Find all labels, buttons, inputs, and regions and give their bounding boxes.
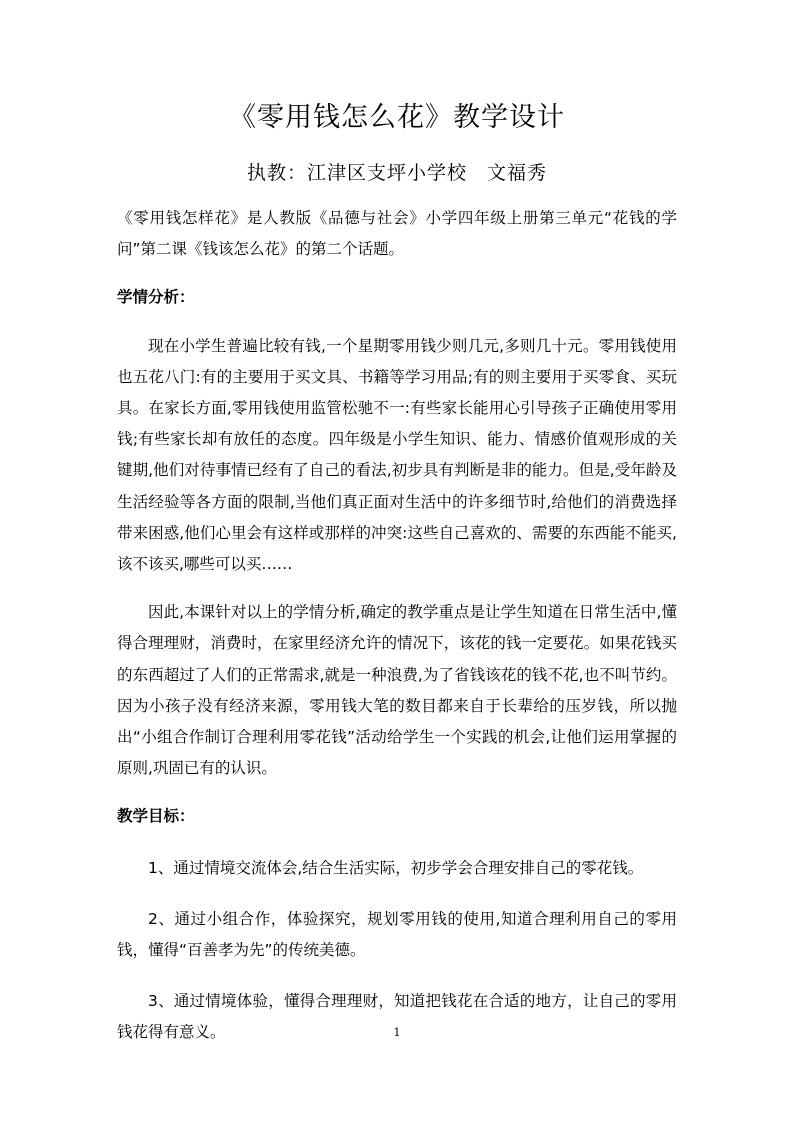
- goal-item-1: 1、通过情境交流体会,结合生活实际，初步学会合理安排自己的零花钱。: [148, 858, 644, 877]
- document-title: 《零用钱怎么花》教学设计: [229, 102, 565, 133]
- analysis-paragraph-2: 因此,本课针对以上的学情分析,确定的教学重点是让学生知道在日常生活中,懂得合理理财，消费时，在家里经济允许的情况下，该花的钱一定要花。如果花钱买的东西超过了人们的正常需求,就是一种浪费,为了省钱该花的钱不花,也不叫节约。因为小孩子没有经济来源，零用钱大笔的数目都来自于长辈给的压岁钱，所以抛出“小组合作制订合理利用零花钱”活动给学生一个实践的机会,让他们运用掌握的原则,巩固已有的认识。: [117, 603, 677, 778]
- author-line: 执教：江津区支坪小学校 文福秀: [246, 162, 547, 184]
- page-number: 1: [393, 1026, 401, 1039]
- goal-item-3: 3、通过情境体验，懂得合理理财，知道把钱花在合适的地方，让自己的零用钱花得有意义。: [117, 992, 677, 1042]
- goal-item-2: 2、通过小组合作，体验探究，规划零用钱的使用,知道合理利用自己的零用钱，懂得“百善孝为先”的传统美德。: [117, 909, 677, 960]
- goals-heading: 教学目标：: [117, 807, 195, 826]
- analysis-heading: 学情分析：: [117, 288, 195, 307]
- intro-paragraph: 《零用钱怎样花》是人教版《品德与社会》小学四年级上册第三单元“花钱的学问”第二课《钱该怎么花》的第二个话题。: [117, 209, 677, 259]
- analysis-paragraph-1: 现在小学生普遍比较有钱,一个星期零用钱少则几元,多则几十元。零用钱使用也五花八门:有的主要用于买文具、书籍等学习用品;有的则主要用于买零食、买玩具。在家长方面,零用钱使用监管松驰不一:有些家长能用心引导孩子正确使用零用钱;有些家长却有放任的态度。四年级是小学生知识、能力、情感价值观形成的关键期,他们对待事情已经有了自己的看法,初步具有判断是非的能力。但是,受年龄及生活经验等各方面的限制,当他们真正面对生活中的许多细节时,给他们的消费选择带来困惑,他们心里会有这样或那样的冲突:这些自己喜欢的、需要的东西能不能买,该不该买,哪些可以买……: [117, 336, 677, 574]
- document-body: [117, 203, 677, 1049]
